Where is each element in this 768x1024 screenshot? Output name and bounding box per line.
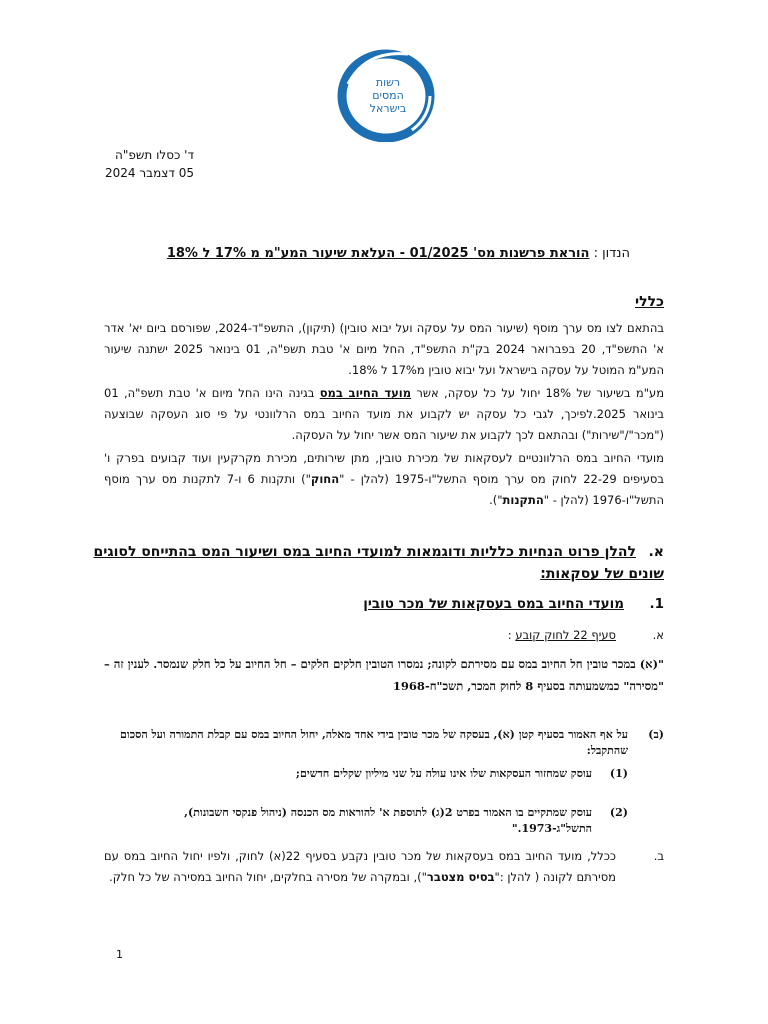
paragraph-3-bold1: החוק (310, 472, 340, 486)
paragraph-2-bold: מועד החיוב במס (319, 386, 412, 400)
section-a-heading (64, 541, 664, 585)
subject-title: הוראת פרשנות מס' 01/2025 - העלאת שיעור המע"מ מ 17% ל 18% (166, 246, 590, 261)
law-quote-b2-marker: (2) (609, 806, 628, 819)
law-quote-b1 (104, 766, 628, 782)
item-alef-text: סעיף 22 לחוק קובע (515, 628, 616, 642)
item-bet (104, 846, 664, 888)
law-quote-b (104, 727, 664, 759)
page-number: 1 (116, 948, 123, 961)
paragraph-1: בהתאם לצו מס ערך מוסף (שיעור המס על עסקה ועל יבוא טובין) (תיקון), התשפ"ד-2024, שפורסם ביום יא' אדר א' התשפ"ד, 20 בפברואר 2024 בק"ת התשפ"ד, החל מיום א' טבת תשפ"ה, 01 בינואר 2025 ישתנה שיעור המע"מ המוטל על עסקה בישראל ועל יבוא טובין מ17% ל 18%. (104, 321, 665, 377)
paragraph-3-part3: "). (489, 493, 503, 507)
section-a-marker: א. (648, 544, 664, 560)
paragraph-2-part1: מע"מ בשיעור של 18% יחול על כל עסקה, אשר (416, 386, 664, 400)
paragraph-2-part2: בגינה הינו החל מיום א' טבת תשפ"ה, 01 בינואר 2025.לפיכך, לגבי כל עסקה יש לקבוע את מועד החיוב במס הרלוונטי על פי סוג העסקה שבוצעה ("מכר"/"שירות") ובהתאם לכך לקבוע את שיעור המס אשר יחול על העסקה. (104, 386, 665, 442)
logo-text-line1: רשות (375, 76, 401, 89)
item-bet-bold: בסיס מצטבר (426, 870, 495, 884)
logo-text-line2: המסים (372, 89, 404, 102)
item-alef-marker: א. (652, 628, 664, 642)
law-quote-b2-text: עוסק שמתקיים בו האמור בפרט 2(ג) לתוספת א' להוראות מס הכנסה (ניהול פנקסי חשבונות), התשל"ג-1973." (184, 806, 592, 835)
item-bet-text (104, 846, 616, 888)
subject-label: הנדון : (593, 246, 630, 261)
subsection-1-number: 1. (649, 596, 664, 612)
law-quote-b1-marker: (1) (609, 767, 628, 780)
hebrew-date: ד' כסלו תשפ"ה (115, 148, 194, 162)
law-quote-a: "(א) במכר טובין חל החיוב במס עם מסירתם לקונה; נמסרו הטובין חלקים חלקים – חל החיוב על כל חלק שנמסר. לענין זה – "מסירה" כמשמעותה בסעיף 8 לחוק המכר, תשכ"ח-1968 (104, 657, 664, 693)
subsection-1-text: מועדי החיוב במס בעסקאות של מכר טובין (363, 596, 624, 612)
section-a-text: להלן פרוט הנחיות כלליות ודוגמאות למועדי החיוב במס ושיעור המס בהתייחס לסוגים שונים של עסקאות: (93, 544, 664, 582)
paragraph-2 (104, 383, 664, 446)
paragraph-3 (104, 448, 664, 511)
tax-authority-logo (336, 44, 436, 142)
law-quote-b-text: על אף האמור בסעיף קטן (א), בעסקה של מכר טובין בידי אחד מאלה, יחול החיוב במס עם קבלת התמורה ועל הסכום שהתקבל: (120, 728, 628, 757)
paragraph-3-bold2: התקנות (502, 493, 544, 507)
item-alef-suffix: : (507, 628, 512, 642)
item-alef (508, 628, 664, 642)
general-heading: כללי (635, 294, 664, 310)
law-quote-b2 (104, 805, 628, 837)
subsection-1-heading (363, 596, 664, 612)
subject-line (110, 246, 630, 261)
logo-text-line3: בישראל (369, 102, 407, 115)
law-quote-b-marker: (ב) (648, 728, 664, 741)
law-quote-b1-text: עוסק שמחזור העסקאות שלו אינו עולה על שני מיליון שקלים חדשים; (295, 767, 592, 780)
item-bet-part1: ככלל, מועד החיוב במס בעסקאות של מכר טובין נקבע בסעיף 22(א) לחוק, ולפיו יחול החיוב במס עם מסירתם לקונה ( להלן :" (104, 849, 616, 884)
paragraph-3-part1: מועדי החיוב במס הרלוונטיים לעסקאות של מכירת טובין, מתן שירותים, מכירת מקרקעין ועוד קבועים בפרק ו' בסעיפים 22-29 לחוק מס ערך מוסף התשל"ו-1975 (להלן - " (104, 451, 664, 486)
gregorian-date: 05 דצמבר 2024 (105, 166, 194, 180)
item-bet-marker: ב. (653, 849, 664, 863)
item-bet-part2: "), ובמקרה של מסירה בחלקים, יחול החיוב במסירה של כל חלק. (109, 870, 427, 884)
paragraph-3-part2: ") ותקנות 6 ו-7 לתקנות מס ערך מוסף התשל"ו-1976 (להלן - " (104, 472, 664, 507)
